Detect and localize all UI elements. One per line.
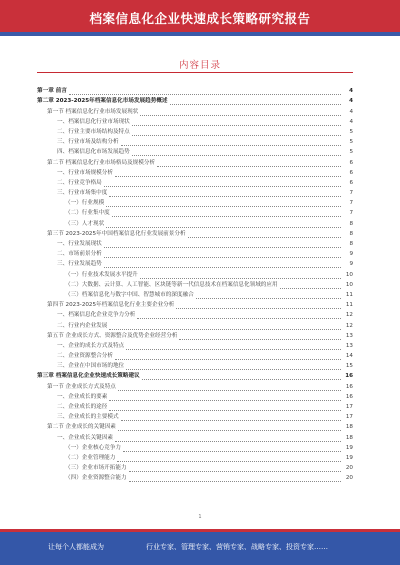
toc-entry-page: 11 [345, 291, 353, 298]
toc-entry[interactable] [37, 402, 353, 412]
toc-entry-title: 四、档案信息化市场发展趋势 [57, 149, 130, 156]
page-footer [0, 529, 400, 565]
toc-entry-title: 三、行业市场及结构分析 [57, 139, 119, 146]
toc-entry-title: 二、企业资源整合分析 [57, 353, 113, 360]
toc-entry-page: 4 [349, 108, 353, 115]
dot-leader [118, 429, 341, 431]
dot-leader [123, 450, 341, 452]
dot-leader [112, 215, 341, 217]
toc-entry-title: （三）人才现状 [65, 220, 105, 227]
toc-entry-page: 19 [345, 454, 353, 461]
toc-entry[interactable] [37, 188, 353, 198]
toc-entry-title: 第五节 企业成长方式、资源整合及优势企业经营分析 [47, 332, 178, 339]
toc-entry-page: 16 [345, 373, 353, 380]
toc-entry-title: 二、行业主要市场结构及特点 [57, 128, 130, 135]
table-of-contents [37, 86, 353, 506]
toc-entry-page: 16 [345, 393, 353, 400]
toc-entry-title: 三、企业成长的主要模式 [57, 414, 119, 421]
toc-entry-title: （二）大数据、云计算、人工智能、区块链等新一代信息技术在档案信息化领域的应用 [65, 281, 278, 288]
toc-entry-title: 二、市场前景分析 [57, 251, 102, 258]
toc-entry[interactable] [37, 249, 353, 259]
toc-entry[interactable] [37, 117, 353, 127]
footer-slogan: 让每个人都能成为 [48, 543, 104, 551]
dot-leader [69, 93, 341, 95]
footer-accent-bar [0, 529, 400, 532]
toc-divider [37, 72, 353, 73]
dot-leader [126, 368, 341, 370]
toc-entry-page: 10 [345, 281, 353, 288]
toc-entry-page: 5 [349, 139, 353, 146]
dot-leader [196, 297, 341, 299]
dot-leader [109, 399, 341, 401]
toc-entry-page: 10 [345, 271, 353, 278]
toc-entry[interactable] [37, 127, 353, 137]
toc-entry[interactable] [37, 137, 353, 147]
toc-entry[interactable] [37, 168, 353, 178]
dot-leader [104, 256, 341, 258]
dot-leader [176, 307, 341, 309]
toc-entry[interactable] [37, 371, 353, 381]
dot-leader [179, 338, 341, 340]
toc-entry-title: 第一节 企业成长方式及特点 [47, 383, 116, 390]
dot-leader [109, 195, 341, 197]
dot-leader [129, 470, 341, 472]
toc-entry[interactable] [37, 96, 353, 106]
toc-entry-title: 第二节 档案信息化行业市场格局及规模分析 [47, 159, 156, 166]
toc-entry-title: 一、企业成长关键因素 [57, 434, 113, 441]
toc-entry-title: 二、行业竞争格局 [57, 179, 102, 186]
toc-entry-page: 6 [349, 159, 353, 166]
toc-entry-title: （三）档案信息化与数字中国、智慧城市的深度融合 [65, 291, 194, 298]
toc-entry-title: 第一节 档案信息化行业市场发展现状 [47, 108, 139, 115]
toc-entry[interactable] [37, 463, 353, 473]
toc-entry-page: 13 [345, 342, 353, 349]
toc-entry-page: 19 [345, 444, 353, 451]
toc-entry[interactable] [37, 106, 353, 116]
toc-entry-page: 5 [349, 149, 353, 156]
toc-entry-page: 13 [345, 332, 353, 339]
toc-entry[interactable] [37, 422, 353, 432]
toc-entry-title: （一）企业核心竞争力 [65, 444, 121, 451]
toc-entry-title: 二、行业内企业发展 [57, 322, 108, 329]
toc-entry-title: （三）企业市场开拓能力 [65, 465, 127, 472]
dot-leader [280, 287, 341, 289]
toc-entry-page: 18 [345, 424, 353, 431]
toc-entry[interactable] [37, 443, 353, 453]
toc-entry[interactable] [37, 392, 353, 402]
dot-leader [104, 246, 341, 248]
toc-entry-title: 三、行业市场集中度 [57, 190, 108, 197]
toc-entry-title: 一、档案信息化企业竞争力分析 [57, 312, 136, 319]
dot-leader [188, 236, 341, 238]
dot-leader [170, 103, 341, 105]
toc-entry-title: 三、行业发展趋势 [57, 261, 102, 268]
toc-entry-page: 6 [349, 169, 353, 176]
dot-leader [115, 175, 341, 177]
dot-leader [106, 205, 341, 207]
toc-entry-page: 17 [345, 414, 353, 421]
toc-entry[interactable] [37, 239, 353, 249]
toc-entry[interactable] [37, 259, 353, 269]
toc-entry-title: 一、企业成长的要素 [57, 393, 108, 400]
toc-entry[interactable] [37, 300, 353, 310]
toc-entry-page: 6 [349, 179, 353, 186]
toc-entry[interactable] [37, 351, 353, 361]
toc-entry-page: 8 [349, 220, 353, 227]
dot-leader [109, 409, 341, 411]
toc-entry[interactable] [37, 331, 353, 341]
toc-entry-page: 14 [345, 353, 353, 360]
toc-entry-title: 第二章 2023-2025年档案信息化市场发展趋势概述 [37, 98, 168, 105]
toc-entry-title: 一、档案信息化行业市场现状 [57, 118, 130, 125]
toc-entry-title: 第三节 2023-2025年中国档案信息化行业发展前景分析 [47, 230, 186, 237]
toc-entry[interactable] [37, 310, 353, 320]
toc-entry-title: （二）企业管理能力 [65, 454, 116, 461]
toc-heading: 内容目录 [178, 60, 221, 71]
footer-tagline: 行业专家、管理专家、营销专家、战略专家、投资专家…… [146, 543, 328, 551]
toc-entry-title: 第三章 档案信息化企业快速成长策略建议 [37, 373, 140, 380]
toc-entry-page: 7 [349, 200, 353, 207]
toc-entry[interactable] [37, 147, 353, 157]
toc-entry-page: 7 [349, 190, 353, 197]
toc-entry-page: 4 [349, 88, 353, 95]
toc-entry[interactable] [37, 218, 353, 228]
dot-leader [129, 480, 341, 482]
toc-entry-page: 20 [345, 465, 353, 472]
toc-entry[interactable] [37, 361, 353, 371]
toc-entry-title: 一、行业发展现状 [57, 241, 102, 247]
dot-leader [104, 266, 341, 268]
dot-leader [140, 277, 341, 279]
toc-entry[interactable] [37, 453, 353, 463]
toc-entry-title: 三、企业在中国市场的地位 [57, 363, 125, 370]
toc-entry-title: 二、企业成长的途径 [57, 404, 108, 410]
toc-entry-page: 9 [349, 251, 353, 258]
toc-entry-page: 17 [345, 404, 353, 410]
page-header [0, 0, 400, 36]
toc-entry-page: 8 [349, 241, 353, 247]
toc-entry-title: 一、企业的成长方式及特点 [57, 342, 125, 349]
dot-leader [132, 134, 341, 136]
toc-entry-page: 9 [349, 261, 353, 268]
toc-entry-page: 18 [345, 434, 353, 441]
dot-leader [142, 378, 341, 380]
toc-entry[interactable] [37, 412, 353, 422]
dot-leader [106, 226, 341, 228]
dot-leader [132, 124, 341, 126]
dot-leader [137, 317, 341, 319]
toc-entry-title: 第四节 2023-2025年档案信息化行业主要企业分析 [47, 302, 175, 309]
toc-entry[interactable] [37, 157, 353, 167]
dot-leader [115, 358, 341, 360]
dot-leader [118, 389, 341, 391]
toc-entry-title: 一、行业市场规模分析 [57, 169, 113, 176]
dot-leader [157, 165, 341, 167]
toc-entry-page: 20 [345, 475, 353, 482]
page-number: 1 [198, 514, 202, 520]
dot-leader [104, 185, 341, 187]
toc-entry[interactable] [37, 320, 353, 330]
toc-entry-title: （四）企业资源整合能力 [65, 475, 127, 482]
toc-entry-page: 5 [349, 128, 353, 135]
toc-entry[interactable] [37, 208, 353, 218]
toc-entry[interactable] [37, 381, 353, 391]
toc-entry-title: 第二节 企业成长的关键因素 [47, 424, 116, 431]
toc-entry-title: （一）行业技术发展水平提升 [65, 271, 138, 278]
toc-entry[interactable] [37, 198, 353, 208]
dot-leader [121, 419, 341, 421]
dot-leader [126, 348, 341, 350]
toc-entry-page: 16 [345, 383, 353, 390]
toc-entry-page: 7 [349, 210, 353, 217]
toc-entry-title: （一）行业规模 [65, 200, 105, 207]
toc-entry[interactable] [37, 341, 353, 351]
dot-leader [132, 154, 341, 156]
report-title: 档案信息化企业快速成长策略研究报告 [89, 11, 311, 26]
toc-entry[interactable] [37, 280, 353, 290]
toc-entry-page: 11 [345, 302, 353, 309]
toc-entry[interactable] [37, 473, 353, 483]
toc-entry[interactable] [37, 269, 353, 279]
toc-entry-page: 12 [345, 322, 353, 329]
toc-entry[interactable] [37, 229, 353, 239]
toc-entry-page: 15 [345, 363, 353, 370]
toc-entry-page: 4 [349, 98, 353, 105]
toc-entry[interactable] [37, 178, 353, 188]
toc-entry-page: 4 [349, 118, 353, 125]
toc-entry-page: 8 [349, 230, 353, 237]
toc-entry[interactable] [37, 290, 353, 300]
toc-entry-title: （二）行业集中度 [65, 210, 110, 217]
toc-entry[interactable] [37, 86, 353, 96]
toc-entry-title: 第一章 前言 [37, 88, 67, 95]
dot-leader [115, 440, 341, 442]
toc-entry[interactable] [37, 432, 353, 442]
toc-entry-page: 12 [345, 312, 353, 319]
dot-leader [109, 328, 341, 330]
dot-leader [140, 114, 341, 116]
dot-leader [117, 460, 341, 462]
dot-leader [121, 144, 341, 146]
